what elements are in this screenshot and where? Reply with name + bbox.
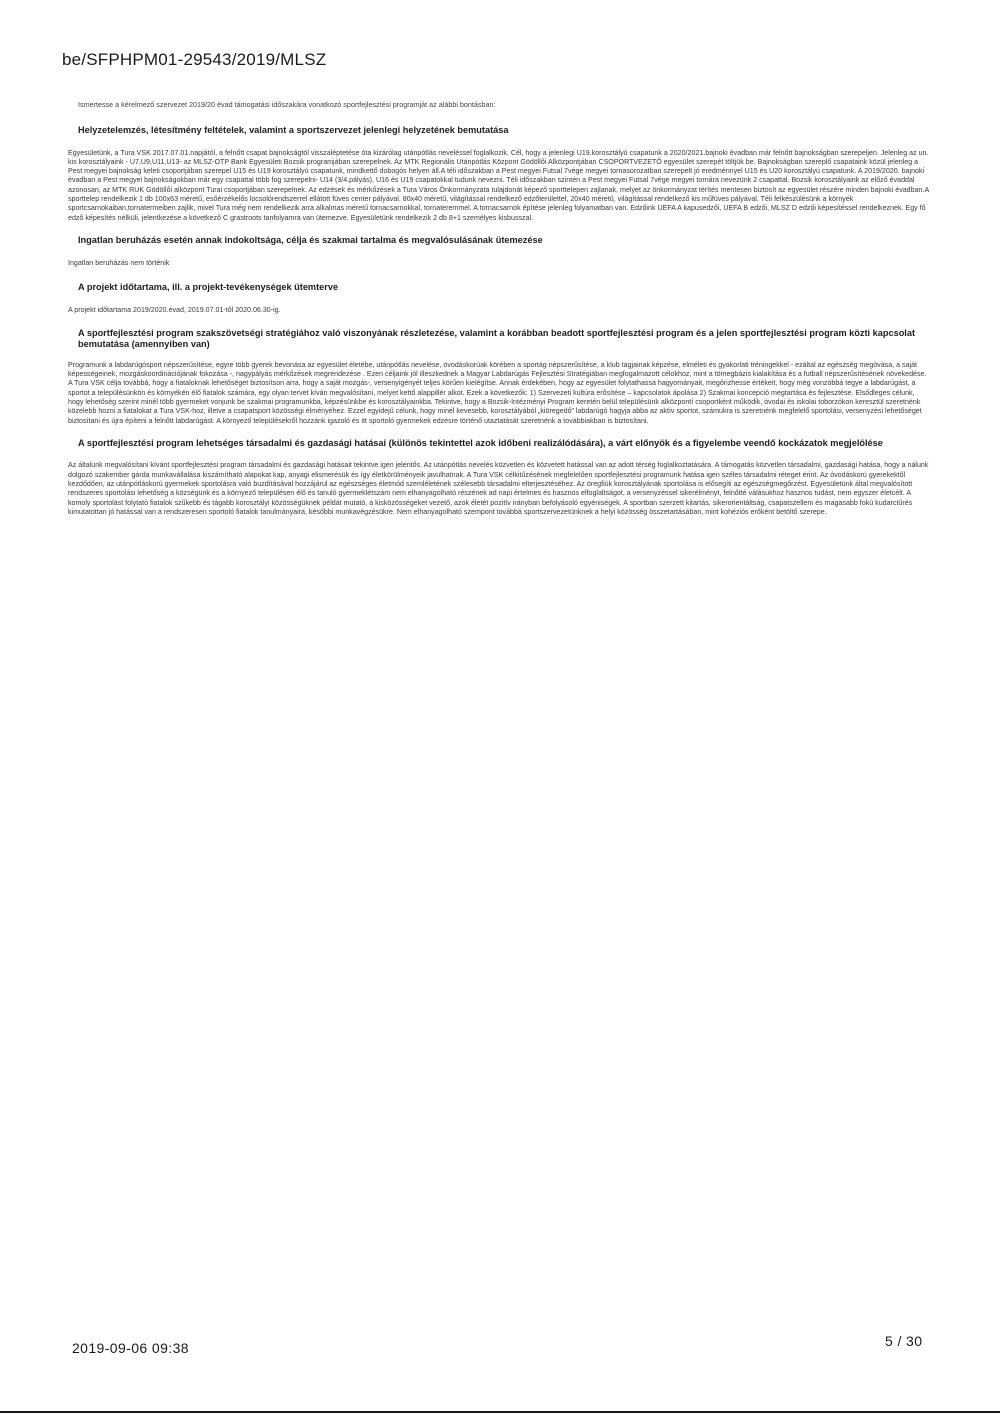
section-title-situation: Helyzetelemzés, létesítmény feltételek, valamint a sportszervezet jelenlegi helyzetének bemutatása (78, 125, 509, 135)
section-title-duration: A projekt időtartama, ill. a projekt-tevékenységek ütemterve (78, 282, 339, 293)
section-body-real-estate: Ingatlan beruházás nem történik (68, 259, 170, 268)
page-number: 5 / 30 (885, 1333, 923, 1349)
intro-text: Ismertesse a kérelmező szervezet 2019/20 évad támogatási időszakára vonatkozó sportfejlesztési programját az alábbi bontásban: (78, 100, 496, 109)
section-title-real-estate: Ingatlan beruházás esetén annak indokoltsága, célja és szakmai tartalma és megvalósulásának ütemezése (78, 234, 543, 245)
section-body-duration: A projekt időtartama 2019/2020.évad, 2019.07.01-től 2020.06.30-ig. (68, 305, 281, 314)
section-title-impacts: A sportfejlesztési program lehetséges társadalmi és gazdasági hatásai (különös tekintettel azok időbeni realizálódására), a várt előnyök és a figyelembe veendő kockázatok megjelölése (78, 437, 883, 448)
section-title-strategy: A sportfejlesztési program szakszövetségi stratégiához való viszonyának részletezése, valamint a korábban beadott sportfejlesztési program és a jelen sportfejlesztési program közti kapcsolat bemutatása (amennyiben van) (78, 327, 916, 350)
section-body-situation: Egyesületünk, a Tura VSK 2017.07.01.napjától, a felnőtt csapat bajnokságtól visszaléptetése óta kizárólag utánpótlás neveléssel foglalkozik. Cél, hogy a jelenlegi U19.korosztályú csapatunk a 2020/2021.bajnoki évadban már felnőtt bajnokságban szerepeljen. Jelenleg az un. kis korosztályaink - U7,U9,U11,U13- az MLSZ-OTP Bank Egyesületi Bozsik programjában szerepelnek. Az MTK Regionális Utánpótlás Központ Gödöllői Alközpontjában CSOPORTVEZETŐ egyesület szerepét töltjük be. Bajnokságban szereplő csapataink közül jelenleg a Pest megyei bajnokság keleti csoportjában szerepel U15 és U19 korosztályú csapatunk, mindkettő dobogós helyen áll.A téli időszakban a Pest megyei Futsal 7vége megyei tornasorozatban szerepelt jó eredménnyel U15 és U20 korosztályú csapatunk. A 2019/2020. bajnoki évadban a Pest megyei bajnokságokban már egy csapattal több fog szerepelni- U14 (3/4.pályás), U16 és U19 csapatokkal tudunk nevezni. Téli időszakban szintén a Pest megyei Futsal 7vége megyei tornára nevezünk 2 csapattal. Bozsik korosztályaink az előző évaddal azonosan, az MTK RUK Gödöllői alközpont Turai csoportjában szerepelnek. Az edzések és mérkőzések a Tura Város Önkormányzata tulajdonát képező sporttelepen zajlanak, melyet az önkormányzat térítés mentesen biztosít az egyesület részére minden bajnoki évadban.A sporttelep rendelkezik 1 db 100x63 méretű, esőérzékelős locsolórendszerrel ellátott füves center pályával. 80x40 méretű, világítással rendelkező edzőterülettel, 20x40 méretű, világítással rendelkező kis műfüves pályával. Téli felkészülésünk a környék sportcsarnokaiban,tornatermeiben zajlik, mivel Tura még nem rendelkezik arra alkalmas méretű tornacsarnokkal, tornateremmel. A tornacsarnok építése jelenleg folyamatban van. Edzőink UEFA A kapusedzői, UEFA B edzői, MLSZ D edzői képesítéssel rendelkeznek. Egy fő edző képesítés nélküli, jelentkezése a következő C grastroots tanfolyamra van ütemezve. Egyesületünk rendelkezik 2 db 8+1 személyes kisbusszal. (68, 148, 929, 222)
section-body-strategy: Programunk a labdarúgósport népszerűsítése, egyre több gyerek bevonása az egyesület életébe, utánpótlás nevelése, óvodáskorúak körében a sportág népszerűsítése, a klub tagjainak képzése, elméleti és gyakorlati tréningekkel - ezáltal az egészség megóvása, a saját képességeinek, mozgáskoordinációjának fokozása -, nagypályás mérkőzések megrendezése . Ezen céljaink jól illeszkednek a Magyar Labdarúgás Fejlesztési Stratégiában megfogalmazott célokhoz, mint a tömegbázis kialakítása és a futball népszerűsítésének növekedése. A Tura VSK célja továbbá, hogy a fiataloknak lehetőséget biztosítson arra, hogy a saját mozgás-, versenyigényét teljes körűen kielégítse. Annak érdekében, hogy az egyesület folytathassa hagyományait, megőrizhesse értékeit, hogy még vonzóbbá tegye a labdarúgást, a sportot a településünkön és környékén élő fiatalok számára, egy olyan tervet kíván megvalósítani, melyet kettő alappillér alkot. Ezek a következők: 1) Szervezeti kultúra erősítése – kapcsolatok ápolása 2) Szakmai koncepció megtartása és fejlesztése. Elsődleges célunk, hogy lehetőség szerint minél több gyermeket vonjunk be szakmai programunkba, képzésünkbe és korosztályainkba. Tekintve, hogy a Bozsik-Intézményi Program keretén belül településünk alközpontí csoportként működik, óvodai és iskolai toborzókon keresztül szeretnénk közelebb hozni a fiatalokat a Tura VSK-hoz, illetve a csapatsport közösségi élményéhez. Ezzel egyidejű célunk, hogy minél kevesebb, korosztályából „kiöregedő” labdarúgó hagyja abba az aktív sportot, számukra is szeretnénk megfelelő sportolási, versenyzési lehetőséget biztosítani és újra építeni a felnőtt labdarúgást. A környező településekről hozzánk igazoló és itt sportoló gyermekek edzésre történő utaztatását szeretnénk a továbbiakban is biztosítani. (68, 360, 927, 425)
footer-datetime: 2019-09-06 09:38 (72, 1340, 189, 1356)
bottom-edge-line (0, 1411, 1000, 1413)
document-id: be/SFPHPM01-29543/2019/MLSZ (62, 50, 327, 69)
document-body (68, 96, 930, 517)
section-body-impacts: Az általunk megvalósítani kívánt sportfejlesztési program társadalmi és gazdasági hatásait tekintve igen jelentős. Az utánpótlás nevelés közvetlen és közvetett hatással van az adott térség foglalkoztatására. A támogatás közvetlen társadalmi, gazdasági hatása, hogy a nálunk dolgozó szakember gárda munkavállalása kiszámítható alapokat kap, anyagi elismerésük és így életkörülményeik javulhatnak. A Tura VSK célkitűzésének megfelelően sportfejlesztési programunk hatása igen széles társadalmi réteget érint. Az óvodáskorú gyerekektől kezdődően, az utánpótláskorú gyermekek sportolásra való buzdításával hozzájárul az egészséges életmód szemléletének szélesebb társadalmi elterjesztéséhez. Az öregfiúk korosztályának sportolása is elősegíti az egészségmegőrzést. Egyesületünk által megvalósított rendszeres sportolási lehetőség a községünk és a környező településen élő és tanuló gyermeklétszám nem elhanyagolható részének ad napi értelmes és hasznos elfoglaltságot, a versenyzéssel sikerélményt, felnőtté válásukhoz hasznos tudást, nem egyszer életcélt. A komoly sportolást folytató fiatalok szűkebb és tágabb korosztályi közösségüknek példát mutató, a kisközösségeket vezető, azok életét pozitív irányban befolyásoló egyéniségek. A sportban szerzett kitartás, sikerorientáltság, csapatszellem és magasabb fokú kudarctűrés kimutatottan jó hatással van a rendszeresen sportoló fiatalok tanulmányaira, későbbi munkavégzésükre. Nem elhanyagolható szempont továbbá sportszervezetünknek a helyi közösség összetartásában, mint kohéziós erőként betöltő szerepe. (68, 461, 929, 516)
